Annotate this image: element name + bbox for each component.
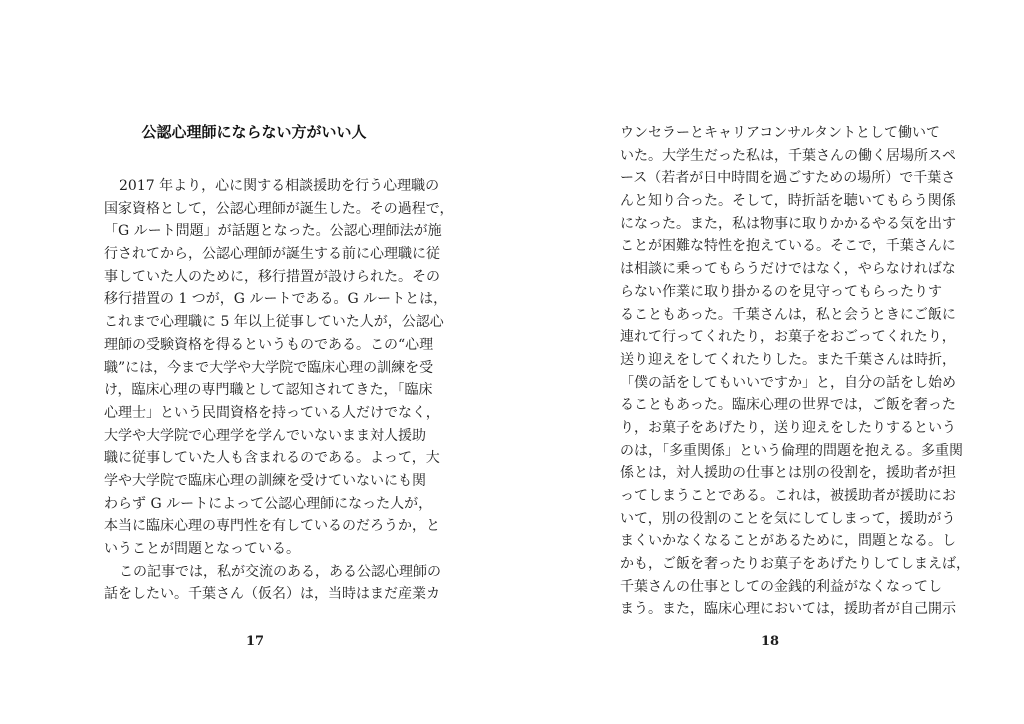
page-number-right: 18 [760,634,780,649]
text-line: これまで心理職に 5 年以上従事していた人が，公認心 [104,314,444,331]
text-line: ることもあった。臨床心理の世界では，ご飯を奢った [620,397,956,414]
text-line: のは，「多重関係」という倫理的問題を抱える。多重関 [620,442,963,459]
text-line: んと知り合った。そして，時折話を聴いてもらう関係 [620,193,956,210]
text-line: は相談に乗ってもらうだけではなく，やらなければな [620,261,956,278]
text-line: 2017 年より，心に関する相談援助を行う心理職の [119,178,440,194]
text-line: わらず G ルートによって公認心理師になった人が， [104,495,433,512]
text-line: いた。大学生だった私は，千葉さんの働く居場所スペ [620,147,956,164]
text-line: 千葉さんの仕事としての金銭的利益がなくなってし [620,578,942,595]
text-line: 心理士」という民間資格を持っている人だけでなく， [104,404,440,421]
text-line: 事していた人のために，移行措置が設けられた。その [104,268,440,285]
right-page-body [620,122,970,621]
text-line: らない作業に取り掛かるのを見守ってもらったりす [620,283,942,300]
right-page [512,0,1024,724]
text-line: 送り迎えをしてくれたりした。また千葉さんは時折， [620,351,956,368]
text-line: 話をしたい。千葉さん（仮名）は，当時はまだ産業カ [104,586,440,603]
text-line: 行されてから，公認心理師が誕生する前に心理職に従 [104,246,440,263]
text-line: ことが困難な特性を抱えている。そこで，千葉さんに [620,238,956,255]
text-line: り，お菓子をあげたり，送り迎えをしたりするという [620,419,956,436]
text-line: 職”には，今まで大学や大学院で臨床心理の訓練を受 [104,359,434,376]
text-line: ってしまうことである。これは，被援助者が援助にお [620,488,956,504]
text-line: いて，別の役割のことを気にしてしまって，援助がう [620,510,956,527]
text-line: 連れて行ってくれたり，お菓子をおごってくれたり， [620,329,956,346]
text-line: 「僕の話をしてもいいですか」と，自分の話をし始め [620,374,956,391]
text-line: 職に従事していた人も含まれるのである。よって，大 [104,450,440,467]
text-line: まう。また，臨床心理においては，援助者が自己開示 [620,601,956,618]
text-line: け，臨床心理の専門職として認知されてきた，「臨床 [104,382,433,399]
text-line: ることもあった。千葉さんは，私と会うときにご飯に [620,306,956,323]
text-line: 学や大学院で臨床心理の訓練を受けていないにも関 [104,472,426,489]
text-line: ース（若者が日中時間を過ごすための場所）で千葉さ [620,170,956,187]
text-line: まくいかなくなることがあるために，問題となる。し [620,533,956,550]
text-line: この記事では，私が交流のある，ある公認心理師の [119,563,441,580]
text-line: かも，ご飯を奢ったりお菓子をあげたりしてしまえば， [620,556,970,573]
page-number-left: 17 [245,634,265,649]
text-line: 国家資格として，公認心理師が誕生した。その過程で， [104,200,454,217]
text-line: になった。また，私は物事に取りかかるやる気を出す [620,215,956,232]
left-page-body [104,175,454,606]
text-line: 理師の受験資格を得るというものである。この“心理 [104,336,434,353]
text-line: ウンセラーとキャリアコンサルタントとして働いて [620,125,941,141]
text-line: 係とは，対人援助の仕事とは別の役割を，援助者が担 [620,465,956,482]
text-line: 移行措置の 1 つが，G ルートである。G ルートとは， [104,291,448,308]
text-line: 本当に臨床心理の専門性を有しているのだろうか，と [104,518,440,535]
article-title: 公認心理師にならない方がいい人 [141,123,367,141]
text-line: 「G ルート問題」が話題となった。公認心理師法が施 [104,223,442,240]
text-line: いうことが問題となっている。 [104,541,300,557]
text-line: 大学や大学院で心理学を学んでいないまま対人援助 [104,427,426,444]
